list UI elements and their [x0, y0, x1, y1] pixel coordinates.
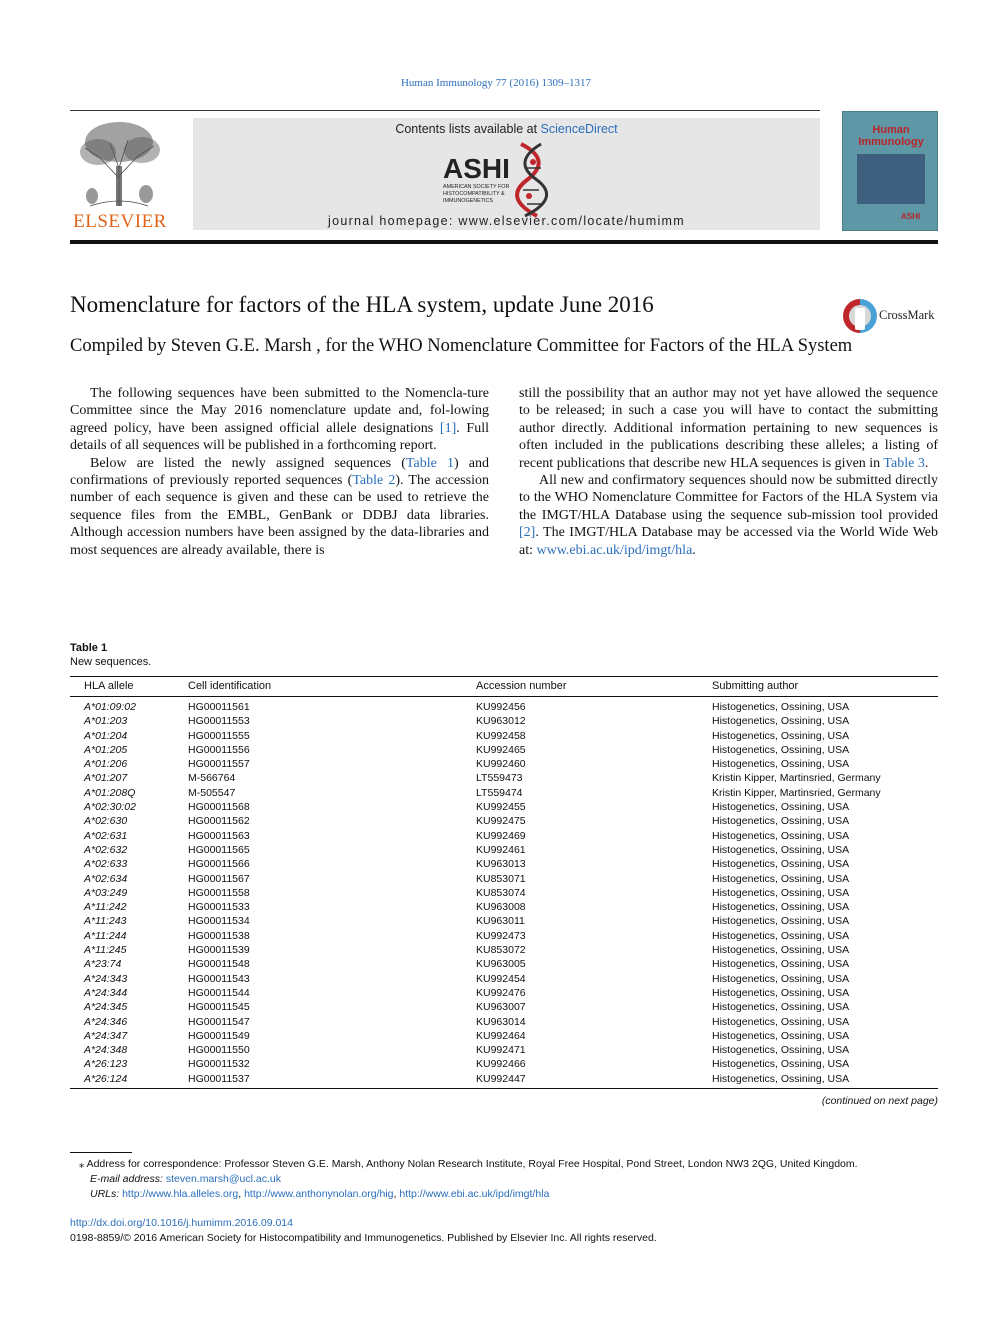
submitting-author-cell: Histogenetics, Ossining, USA	[712, 872, 850, 885]
table-row	[0, 1000, 992, 1014]
table-row	[0, 857, 992, 871]
continued-note: (continued on next page)	[821, 1095, 938, 1107]
ashi-logo-icon	[441, 140, 571, 218]
submitting-author-cell: Histogenetics, Ossining, USA	[712, 843, 850, 856]
submitting-author-cell: Histogenetics, Ossining, USA	[712, 1044, 850, 1057]
table-bottom-rule	[70, 1088, 938, 1089]
submitting-author-cell: Histogenetics, Ossining, USA	[712, 929, 850, 942]
correspondence-address: ⁎ Address for correspondence: Professor Steven G.E. Marsh, Anthony Nolan Research Institute, Royal Free Hospital, Pond Street, London NW3 2QG, United Kingdom.	[79, 1158, 858, 1170]
submitting-author-cell: Histogenetics, Ossining, USA	[712, 858, 850, 871]
accession-number-cell: KU992465	[476, 743, 526, 756]
body-paragraph: Below are listed the newly assigned sequences (Table 1) and confirmations of previously reported sequences (Table 2). The accession number of each sequence is given and these can be used to retrieve the sequence files from the EMBL, GenBank or DDBJ data libraries. Although accession numbers have been assigned by the data-libraries and most sequences are already available, there is	[70, 455, 489, 558]
table-row	[0, 943, 992, 957]
cell-identification-cell: HG00011568	[188, 801, 250, 814]
cell-identification-cell: HG00011532	[188, 1058, 250, 1071]
table-row	[0, 886, 992, 900]
cell-identification-cell: HG00011549	[188, 1029, 250, 1042]
table-row	[0, 757, 992, 771]
table-1-link[interactable]: Table 1	[405, 455, 454, 471]
accession-number-cell: KU992473	[476, 929, 526, 942]
table-row	[0, 1072, 992, 1086]
cell-identification-cell: HG00011555	[188, 729, 250, 742]
accession-number-cell: KU992456	[476, 701, 526, 713]
table-row	[0, 1029, 992, 1043]
hla-allele-cell: A*02:633	[84, 858, 128, 871]
accession-number-cell: KU963011	[476, 915, 525, 928]
submitting-author-cell: Histogenetics, Ossining, USA	[712, 915, 850, 928]
hla-allele-cell: A*26:124	[84, 1072, 128, 1085]
author-line: Compiled by Steven G.E. Marsh , for the WHO Nomenclature Committee for Factors of the HLA System	[70, 336, 853, 356]
cover-ashi-mark: ASHI	[901, 212, 921, 221]
accession-number-cell: KU963008	[476, 901, 526, 914]
accession-number-cell: KU853074	[476, 886, 526, 899]
email-link[interactable]: steven.marsh@ucl.ac.uk	[165, 1173, 281, 1185]
hla-allele-cell: A*26:123	[84, 1058, 128, 1071]
submitting-author-cell: Histogenetics, Ossining, USA	[712, 886, 850, 899]
imgt-hla-link[interactable]: www.ebi.ac.uk/ipd/imgt/hla	[536, 542, 693, 558]
cell-identification-cell: HG00011562	[188, 815, 250, 828]
hla-allele-cell: A*02:631	[84, 829, 128, 842]
accession-number-cell: LT559474	[476, 786, 523, 799]
column-header-hla-allele: HLA allele	[84, 680, 134, 692]
cell-identification-cell: HG00011539	[188, 944, 250, 957]
hla-allele-cell: A*24:346	[84, 1015, 128, 1028]
submitting-author-cell: Histogenetics, Ossining, USA	[712, 1015, 850, 1028]
submitting-author-cell: Histogenetics, Ossining, USA	[712, 701, 850, 713]
accession-number-cell: KU992447	[476, 1072, 526, 1085]
svg-text:IMMUNOGENETICS: IMMUNOGENETICS	[443, 198, 494, 204]
column-header-accession-number: Accession number	[476, 680, 567, 692]
hla-allele-cell: A*02:634	[84, 872, 128, 885]
accession-number-cell: KU992469	[476, 829, 526, 842]
column-header-submitting-author: Submitting author	[712, 680, 799, 692]
cell-identification-cell: HG00011548	[188, 958, 250, 971]
cell-identification-cell: HG00011544	[188, 986, 250, 999]
cell-identification-cell: HG00011566	[188, 858, 250, 871]
table-3-link[interactable]: Table 3	[883, 455, 925, 471]
submitting-author-cell: Histogenetics, Ossining, USA	[712, 944, 850, 957]
table-row	[0, 786, 992, 800]
submitting-author-cell: Histogenetics, Ossining, USA	[712, 729, 850, 742]
submitting-author-cell: Histogenetics, Ossining, USA	[712, 1058, 850, 1071]
elsevier-tree-icon	[70, 118, 168, 210]
svg-text:HISTOCOMPATIBILITY &: HISTOCOMPATIBILITY &	[443, 191, 505, 197]
table-row	[0, 1015, 992, 1029]
reference-link[interactable]: [1]	[439, 420, 457, 436]
accession-number-cell: KU992455	[476, 801, 526, 814]
cell-identification-cell: HG00011563	[188, 829, 250, 842]
accession-number-cell: KU992471	[476, 1044, 526, 1057]
hla-allele-cell: A*11:243	[84, 915, 127, 928]
hla-allele-cell: A*01:204	[84, 729, 128, 742]
table-row	[0, 914, 992, 928]
hla-allele-cell: A*24:343	[84, 972, 128, 985]
table-row	[0, 900, 992, 914]
hla-allele-cell: A*24:344	[84, 986, 128, 999]
table-row	[0, 771, 992, 785]
table-row	[0, 814, 992, 828]
crossmark-label: CrossMark	[879, 308, 935, 322]
accession-number-cell: KU963007	[476, 1001, 526, 1014]
sciencedirect-link[interactable]: ScienceDirect	[540, 122, 618, 136]
email-footnote: E-mail address: steven.marsh@ucl.ac.uk	[90, 1173, 281, 1185]
cell-identification-cell: HG00011547	[188, 1015, 250, 1028]
hla-allele-cell: A*11:242	[84, 901, 127, 914]
contents-prefix: Contents lists available at	[395, 122, 541, 136]
table-caption-text: New sequences.	[70, 656, 152, 668]
accession-number-cell: KU963012	[476, 715, 526, 728]
submitting-author-cell: Histogenetics, Ossining, USA	[712, 901, 850, 914]
header-thick-rule	[70, 240, 938, 244]
accession-number-cell: KU963013	[476, 858, 526, 871]
accession-number-cell: KU853071	[476, 872, 526, 885]
table-row	[0, 872, 992, 886]
urls-footnote: URLs: http://www.hla.alleles.org, http://www.anthonynolan.org/hig, http://www.ebi.ac.uk/ipd/imgt/hla	[90, 1188, 550, 1200]
hla-allele-cell: A*02:630	[84, 815, 128, 828]
body-column-right	[519, 385, 938, 559]
hla-allele-cell: A*03:249	[84, 886, 128, 899]
table-row	[0, 829, 992, 843]
cell-identification-cell: HG00011545	[188, 1001, 250, 1014]
hla-allele-cell: A*11:244	[84, 929, 127, 942]
hla-allele-cell: A*01:207	[84, 772, 128, 785]
table-2-link[interactable]: Table 2	[352, 473, 396, 489]
copyright-line: 0198-8859/© 2016 American Society for Histocompatibility and Immunogenetics. Published by Elsevier Inc. All rights reserved.	[70, 1232, 657, 1244]
cell-identification-cell: HG00011553	[188, 715, 250, 728]
table-label: Table 1	[70, 642, 108, 654]
submitting-author-cell: Histogenetics, Ossining, USA	[712, 986, 850, 999]
body-paragraph: The following sequences have been submitted to the Nomencla-ture Committee since the May 2016 nomenclature update and, fol-lowing agreed policy, have been assigned official allele designations [1]. Full details of all sequences will be published in a forthcoming report.	[70, 386, 489, 454]
cell-identification-cell: HG00011550	[188, 1044, 250, 1057]
svg-text:AMERICAN SOCIETY FOR: AMERICAN SOCIETY FOR	[443, 184, 510, 190]
submitting-author-cell: Histogenetics, Ossining, USA	[712, 958, 850, 971]
cell-identification-cell: HG00011565	[188, 843, 250, 856]
accession-number-cell: KU992461	[476, 843, 526, 856]
accession-number-cell: KU992466	[476, 1058, 526, 1071]
hla-allele-cell: A*01:208Q	[84, 786, 136, 799]
accession-number-cell: KU963005	[476, 958, 526, 971]
table-row	[0, 800, 992, 814]
table-caption	[70, 641, 151, 669]
hla-allele-cell: A*24:347	[84, 1029, 128, 1042]
body-paragraph: still the possibility that an author may not yet have allowed the sequence to be released; in such a case you will have to contact the submitting author directly. Additional information pertaining to new sequences is often included in the publications describing these alleles; a listing of recent publications that describe new HLA sequences is given in Table 3.	[519, 386, 938, 471]
table-top-rule	[70, 676, 938, 677]
cell-identification-cell: HG00011537	[188, 1072, 250, 1085]
anthony-nolan-link[interactable]: http://www.anthonynolan.org/hig	[244, 1188, 394, 1200]
cell-identification-cell: HG00011533	[188, 901, 250, 914]
crossmark-icon	[843, 298, 877, 334]
accession-number-cell: KU992475	[476, 815, 526, 828]
accession-number-cell: KU963014	[476, 1015, 526, 1028]
hla-allele-cell: A*11:245	[84, 944, 127, 957]
hla-alleles-link[interactable]: http://www.hla.alleles.org	[122, 1188, 239, 1200]
accession-number-cell: KU992458	[476, 729, 526, 742]
table-row	[0, 700, 992, 714]
submitting-author-cell: Kristin Kipper, Martinsried, Germany	[712, 772, 881, 785]
accession-number-cell: KU853072	[476, 944, 526, 957]
table-row	[0, 1057, 992, 1071]
cell-identification-cell: HG00011556	[188, 743, 250, 756]
table-header-rule	[70, 696, 938, 697]
article-title: Nomenclature for factors of the HLA system, update June 2016	[70, 292, 654, 317]
accession-number-cell: KU992460	[476, 758, 526, 771]
cell-identification-cell: M-505547	[188, 786, 236, 799]
table-body	[0, 700, 992, 1086]
table-row	[0, 743, 992, 757]
hla-allele-cell: A*24:348	[84, 1044, 128, 1057]
cell-identification-cell: M-566764	[188, 772, 236, 785]
cell-identification-cell: HG00011557	[188, 758, 250, 771]
header-divider	[70, 110, 820, 111]
accession-number-cell: LT559473	[476, 772, 523, 785]
submitting-author-cell: Histogenetics, Ossining, USA	[712, 815, 850, 828]
hla-allele-cell: A*02:30:02	[84, 801, 136, 814]
hla-allele-cell: A*01:205	[84, 743, 128, 756]
table-row	[0, 957, 992, 971]
submitting-author-cell: Histogenetics, Ossining, USA	[712, 1072, 850, 1085]
submitting-author-cell: Histogenetics, Ossining, USA	[712, 1001, 850, 1014]
hla-allele-cell: A*01:206	[84, 758, 128, 771]
hla-allele-cell: A*01:203	[84, 715, 128, 728]
journal-homepage-link[interactable]: journal homepage: www.elsevier.com/locate/humimm	[328, 214, 685, 228]
table-row	[0, 843, 992, 857]
hla-allele-cell: A*23:74	[84, 958, 122, 971]
submitting-author-cell: Histogenetics, Ossining, USA	[712, 715, 850, 728]
submitting-author-cell: Histogenetics, Ossining, USA	[712, 758, 850, 771]
hla-allele-cell: A*02:632	[84, 843, 128, 856]
body-paragraph: All new and confirmatory sequences should now be submitted directly to the WHO Nomenclature Committee for Factors of the HLA System via the IMGT/HLA Database using the sequence sub-mission tool provided [2]. The IMGT/HLA Database may be accessed via the World Wide Web at: www.ebi.ac.uk/ipd/imgt/hla.	[519, 473, 938, 558]
footnote-marker: ⁎	[79, 1158, 85, 1170]
table-row	[0, 986, 992, 1000]
submitting-author-cell: Histogenetics, Ossining, USA	[712, 1029, 850, 1042]
accession-number-cell: KU992476	[476, 986, 526, 999]
cell-identification-cell: HG00011567	[188, 872, 250, 885]
accession-number-cell: KU992464	[476, 1029, 526, 1042]
submitting-author-cell: Histogenetics, Ossining, USA	[712, 801, 850, 814]
submitting-author-cell: Histogenetics, Ossining, USA	[712, 743, 850, 756]
cover-image	[857, 154, 925, 204]
cell-identification-cell: HG00011558	[188, 886, 250, 899]
contents-line	[193, 122, 820, 136]
cell-identification-cell: HG00011561	[188, 701, 250, 713]
journal-citation[interactable]: Human Immunology 77 (2016) 1309–1317	[400, 77, 592, 89]
table-row	[0, 729, 992, 743]
reference-link[interactable]: [2]	[519, 525, 536, 541]
submitting-author-cell: Kristin Kipper, Martinsried, Germany	[712, 786, 881, 799]
ashi-logo-text: ASHI	[443, 153, 510, 184]
cell-identification-cell: HG00011534	[188, 915, 250, 928]
hla-allele-cell: A*01:09:02	[84, 701, 136, 713]
table-row	[0, 972, 992, 986]
cover-title: Human Immunology	[858, 124, 924, 148]
footnote-rule	[70, 1152, 132, 1153]
accession-number-cell: KU992454	[476, 972, 526, 985]
doi-link[interactable]: http://dx.doi.org/10.1016/j.humimm.2016.09.014	[70, 1217, 293, 1229]
body-column-left	[70, 385, 489, 559]
column-header-cell-identification: Cell identification	[188, 680, 272, 692]
cell-identification-cell: HG00011543	[188, 972, 250, 985]
crossmark-badge[interactable]	[843, 298, 939, 334]
submitting-author-cell: Histogenetics, Ossining, USA	[712, 972, 850, 985]
table-row	[0, 714, 992, 728]
table-row	[0, 929, 992, 943]
journal-banner	[193, 118, 820, 230]
journal-cover-thumbnail	[842, 111, 938, 231]
submitting-author-cell: Histogenetics, Ossining, USA	[712, 829, 850, 842]
ebi-imgt-link[interactable]: http://www.ebi.ac.uk/ipd/imgt/hla	[399, 1188, 550, 1200]
cell-identification-cell: HG00011538	[188, 929, 250, 942]
table-row	[0, 1043, 992, 1057]
elsevier-wordmark: ELSEVIER	[73, 211, 167, 232]
hla-allele-cell: A*24:345	[84, 1001, 128, 1014]
elsevier-logo	[68, 118, 172, 234]
